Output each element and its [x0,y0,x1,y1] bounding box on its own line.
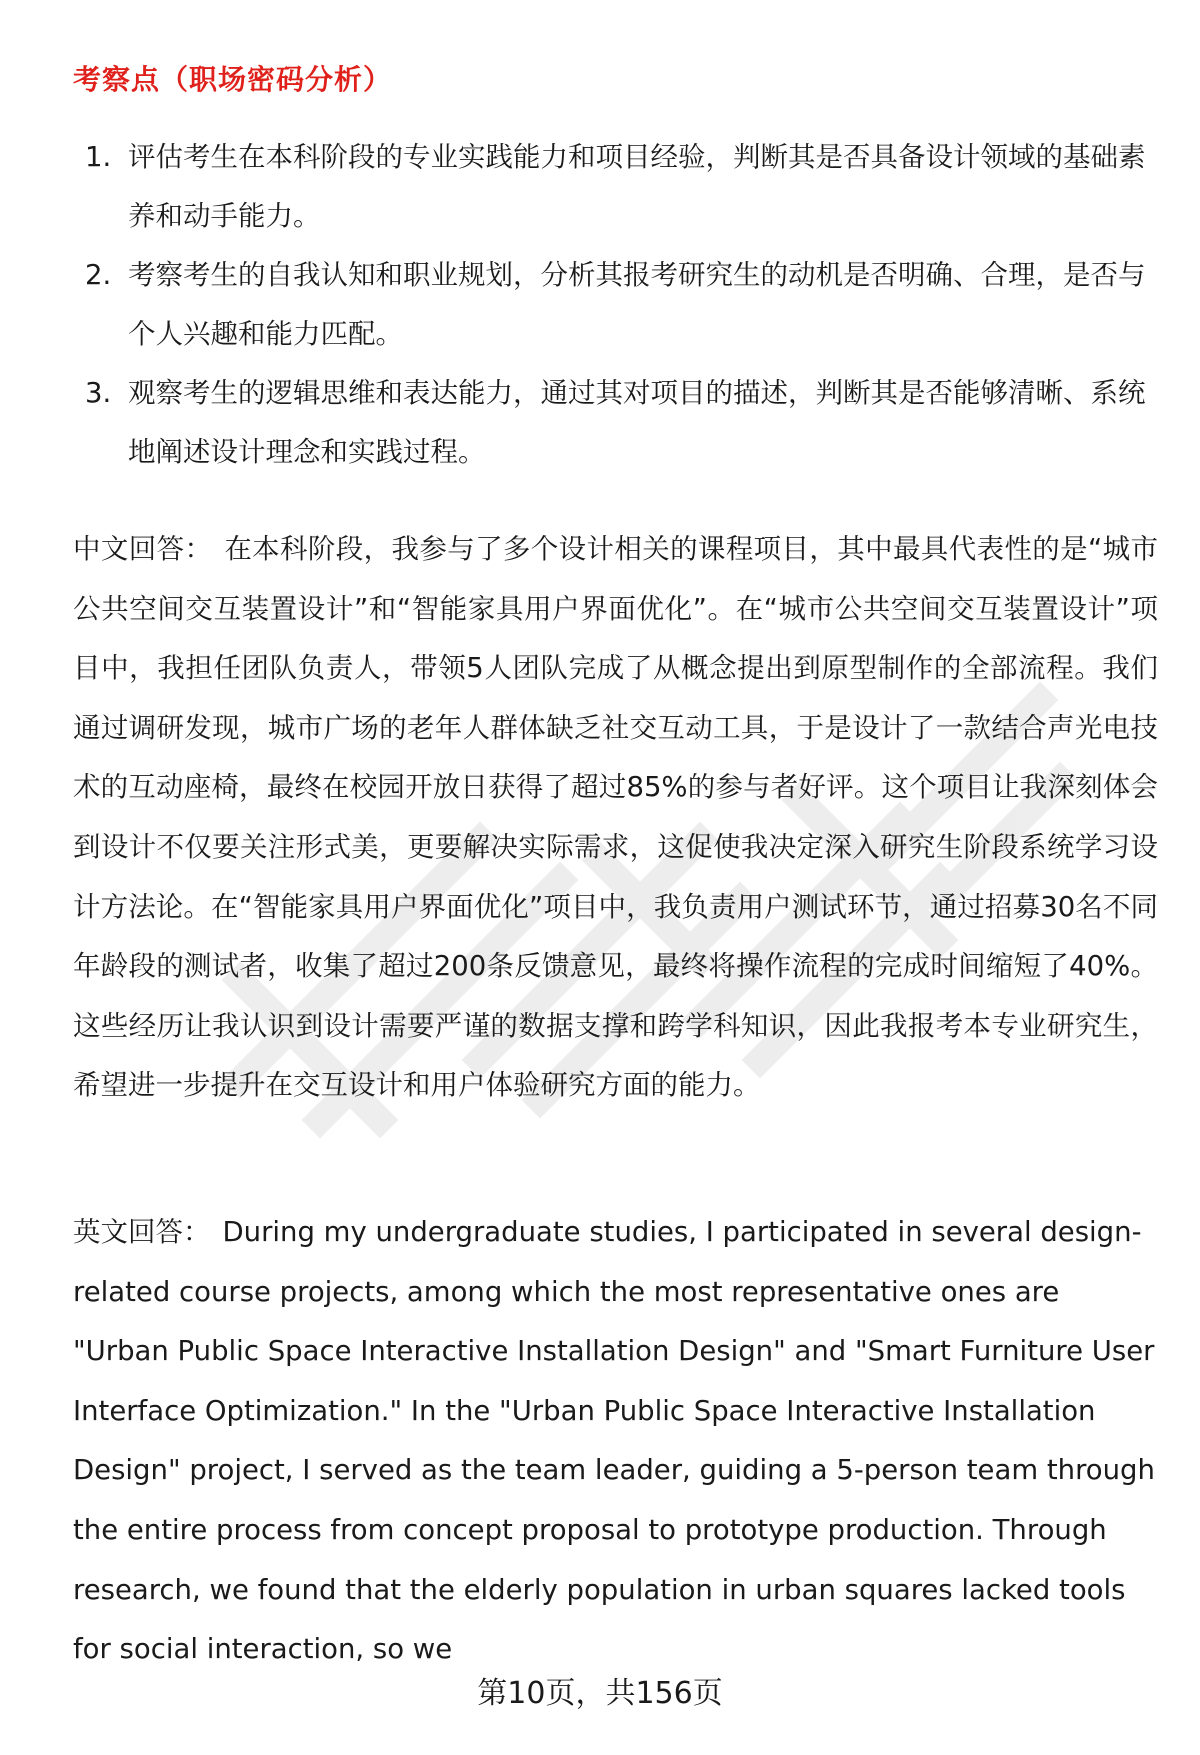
list-item-number: 2. [85,259,112,291]
assessment-points-list [73,128,1153,482]
list-item-text: 评估考生在本科阶段的专业实践能力和项目经验，判断其是否具备设计领域的基础素养和动手能力。 [128,141,1146,232]
english-answer-label: 英文回答： [73,1216,211,1248]
section-title: 考察点（职场密码分析） [73,63,393,96]
page-number-footer: 第10页，共156页 [477,1676,723,1711]
chinese-answer-text: 在本科阶段，我参与了多个设计相关的课程项目，其中最具代表性的是“城市公共空间交互装置设计”和“智能家具用户界面优化”。在“城市公共空间交互装置设计”项目中，我担任团队负责人，带领5人团队完成了从概念提出到原型制作的全部流程。我们通过调研发现，城市广场的老年人群体缺乏社交互动工具，于是设计了一款结合声光电技术的互动座椅，最终在校园开放日获得了超过85%的参与者好评。这个项目让我深刻体会到设计不仅要关注形式美，更要解决实际需求，这促使我决定深入研究生阶段系统学习设计方法论。在“智能家具用户界面优化”项目中，我负责用户测试环节，通过招募30名不同年龄段的测试者，收集了超过200条反馈意见，最终将操作流程的完成时间缩短了40%。这些经历让我认识到设计需要严谨的数据支撑和跨学科知识，因此我报考本专业研究生，希望进一步提升在交互设计和用户体验研究方面的能力。 [73,533,1158,1102]
chinese-answer-paragraph [73,520,1158,1116]
list-item-text: 考察考生的自我认知和职业规划，分析其报考研究生的动机是否明确、合理，是否与个人兴趣和能力匹配。 [128,259,1146,350]
chinese-answer-label: 中文回答： [73,533,213,565]
list-item [73,364,1153,482]
english-answer-paragraph [73,1203,1158,1680]
english-answer-text: During my undergraduate studies, I participated in several design-related course projects, among which the most representative ones are "Urban Public Space Interactive Installation Design" and "Smart Furniture User Interface Optimization." In the "Urban Public Space Interactive Installation Design" project, I served as the team leader, guiding a 5-person team through the entire process from concept proposal to prototype production. Through research, we found that the elderly population in urban squares lacked tools for social interaction, so we [73,1216,1155,1666]
list-item [73,246,1153,364]
list-item-text: 观察考生的逻辑思维和表达能力，通过其对项目的描述，判断其是否能够清晰、系统地阐述设计理念和实践过程。 [128,377,1146,468]
list-item-number: 1. [85,141,112,173]
list-item-number: 3. [85,377,112,409]
list-item [73,128,1153,246]
